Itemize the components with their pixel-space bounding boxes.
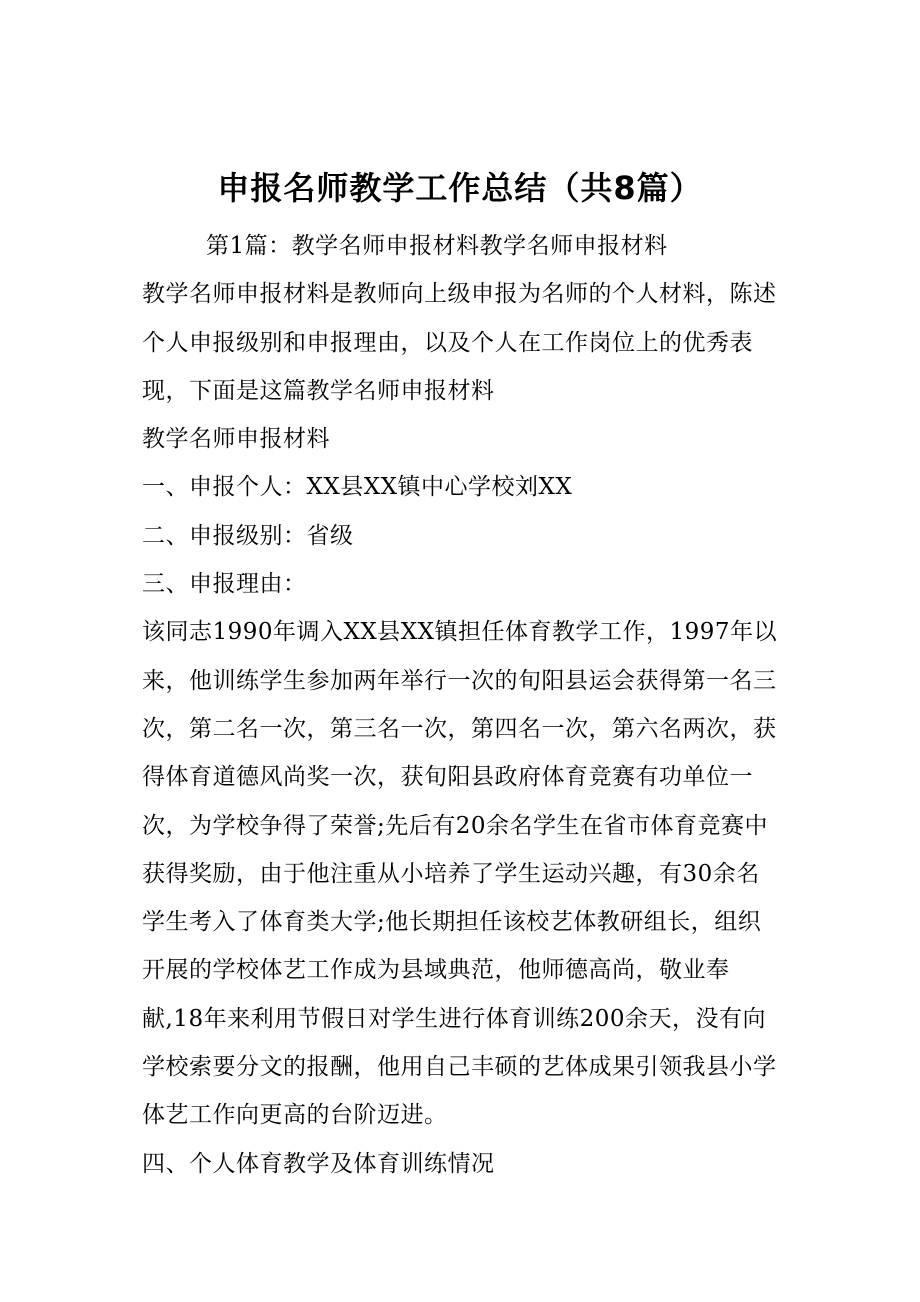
section-heading: 第1篇：教学名师申报材料教学名师申报材料 bbox=[206, 233, 668, 259]
list-item-level: 二、申报级别：省级 bbox=[142, 522, 354, 549]
document-title: 申报名师教学工作总结（共8篇） bbox=[217, 169, 703, 208]
list-item-reason: 三、申报理由： bbox=[142, 571, 307, 598]
list-item-applicant: 一、申报个人：XX县XX镇中心学校刘XX bbox=[142, 474, 573, 501]
document-body bbox=[142, 222, 782, 1188]
reason-paragraph: 该同志1990年调入XX县XX镇担任体育教学工作，1997年以来，他训练学生参加两年举行一次的旬阳县运会获得第一名三次，第二名一次，第三名一次，第四名一次，第六名两次，获得体育道德风尚奖一次，获旬阳县政府体育竞赛有功单位一次，为学校争得了荣誉;先后有20余名学生在省市体育竞赛中获得奖励，由于他注重从小培养了学生运动兴趣，有30余名学生考入了体育类大学;他长期担任该校艺体教研组长，组织开展的学校体艺工作成为县域典范，他师德高尚，敬业奉献,18年来利用节假日对学生进行体育训练200余天，没有向学校索要分文的报酬，他用自己丰硕的艺体成果引领我县小学体艺工作向更高的台阶迈进。 bbox=[142, 619, 778, 1129]
intro-paragraph: 教学名师申报材料是教师向上级申报为名师的个人材料，陈述个人申报级别和申报理由，以及个人在工作岗位上的优秀表现，下面是这篇教学名师申报材料 bbox=[142, 281, 777, 404]
subheading: 教学名师申报材料 bbox=[142, 426, 330, 453]
list-item-training: 四、个人体育教学及体育训练情况 bbox=[142, 1150, 495, 1177]
